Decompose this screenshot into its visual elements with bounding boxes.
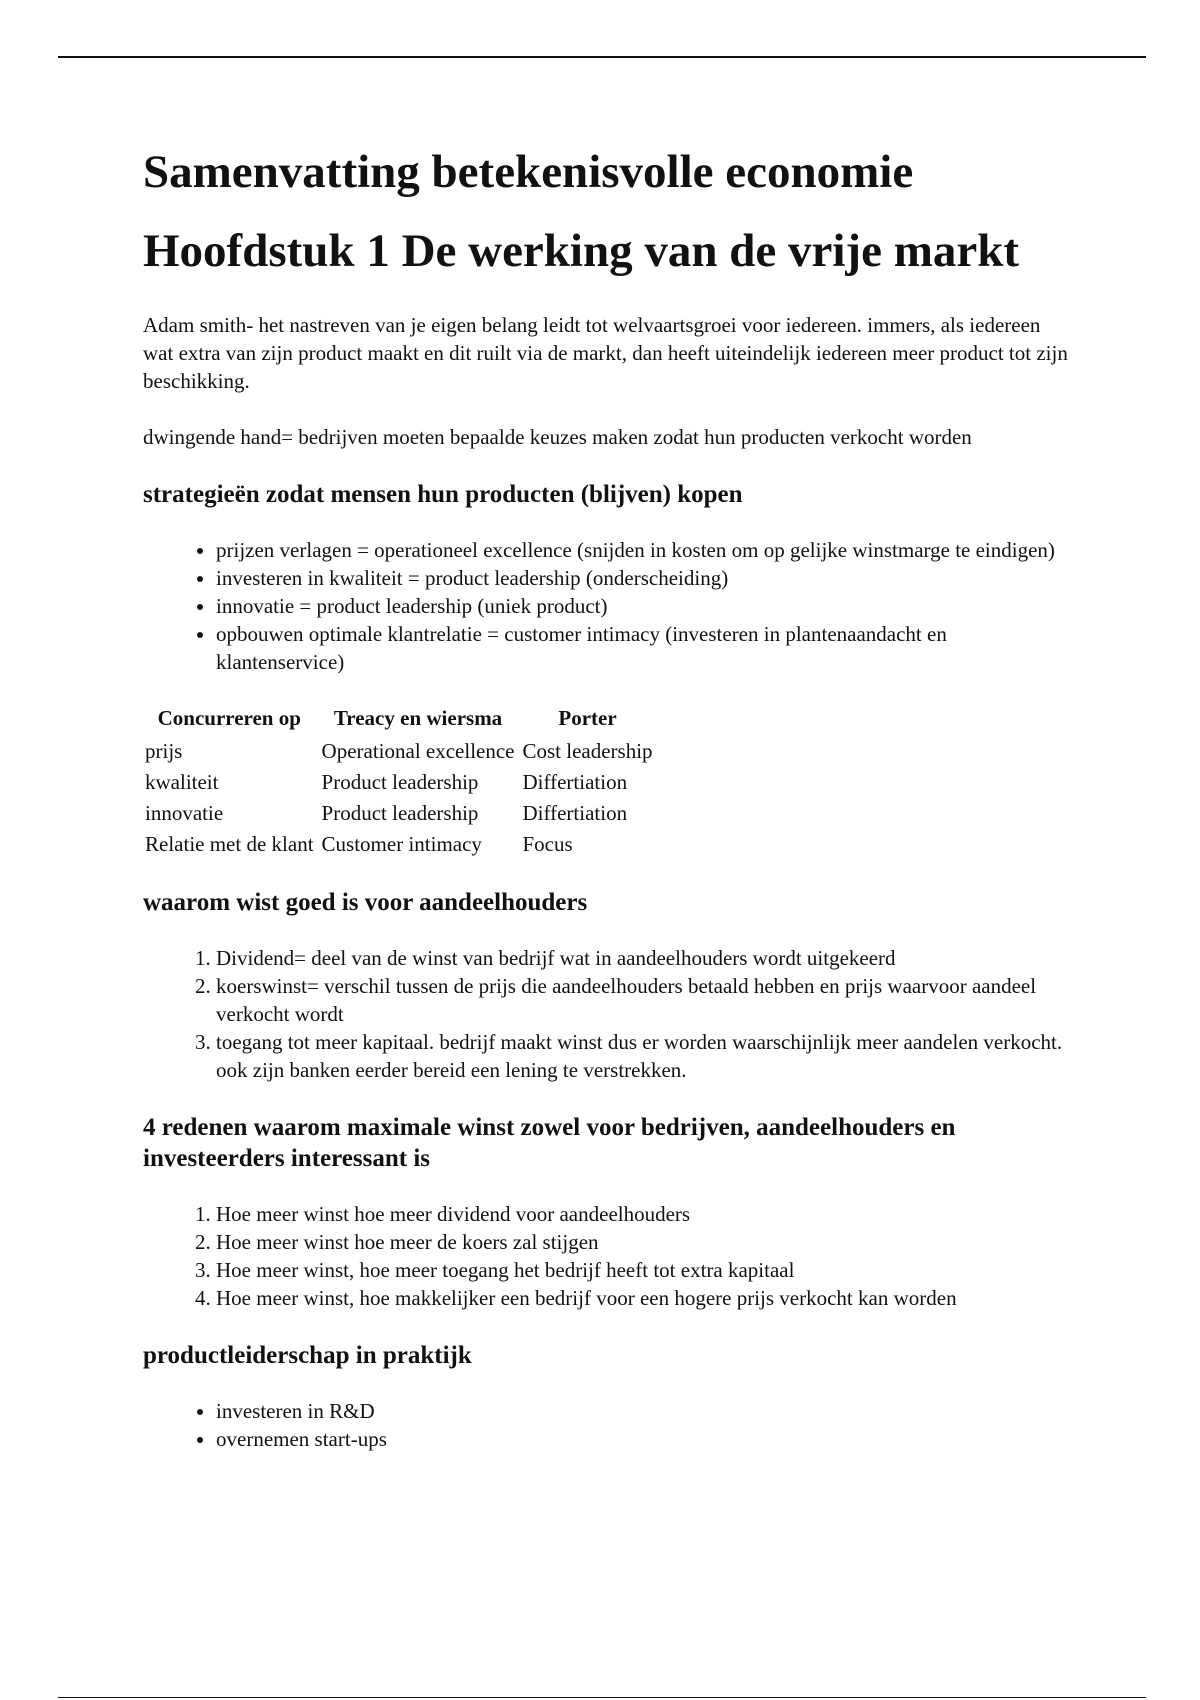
table-cell: kwaliteit	[145, 770, 219, 794]
list-item: • investeren in R&D	[216, 1397, 1068, 1425]
table-header: Treacy en wiersma	[333, 706, 503, 730]
table-cell: Product leadership	[321, 770, 479, 794]
list-item: • innovatie = product leadership (uniek product)	[216, 592, 1068, 620]
section-heading-reasons: 4 redenen waarom maximale winst zowel voor bedrijven, aandeelhouders en investeerders interessant is	[143, 1114, 956, 1172]
table-cell: Operational excellence	[321, 739, 515, 763]
table-row	[141, 737, 657, 768]
list-item: • opbouwen optimale klantrelatie = customer intimacy (investeren in plantenaandacht en klantenservice)	[216, 620, 1068, 676]
list-item: • overnemen start-ups	[216, 1425, 1068, 1453]
bottom-rule	[58, 1697, 1146, 1698]
shareholders-list	[143, 944, 1068, 1084]
table-cell: innovatie	[145, 801, 224, 825]
chapter-heading: Hoofdstuk 1 De werking van de vrije markt	[143, 225, 1019, 277]
list-item: 2. Hoe meer winst hoe meer de koers zal stijgen	[216, 1228, 1068, 1256]
list-item: 3. toegang tot meer kapitaal. bedrijf maakt winst dus er worden waarschijnlijk meer aandelen verkocht. ook zijn banken eerder bereid een lening te verstrekken.	[216, 1028, 1068, 1084]
section-heading-product-leadership: productleiderschap in praktijk	[143, 1342, 472, 1369]
table-cell: Cost leadership	[522, 739, 653, 763]
list-item: 2. koerswinst= verschil tussen de prijs die aandeelhouders betaald hebben en prijs waarvoor aandeel verkocht wordt	[216, 972, 1068, 1028]
section-heading-shareholders: waarom wist goed is voor aandeelhouders	[143, 889, 588, 916]
list-item: 3. Hoe meer winst, hoe meer toegang het bedrijf heeft tot extra kapitaal	[216, 1256, 1068, 1284]
table-cell: Differtiation	[522, 770, 628, 794]
list-item: • prijzen verlagen = operationeel excellence (snijden in kosten om op gelijke winstmarge te eindigen)	[216, 536, 1068, 564]
list-item: • investeren in kwaliteit = product leadership (onderscheiding)	[216, 564, 1068, 592]
top-rule	[58, 56, 1146, 58]
table-cell: prijs	[145, 739, 183, 763]
intro-paragraph: dwingende hand= bedrijven moeten bepaalde keuzes maken zodat hun producten verkocht worden	[143, 425, 972, 449]
reasons-list	[143, 1200, 1068, 1312]
table-cell: Differtiation	[522, 801, 628, 825]
strategies-list	[143, 536, 1068, 676]
table-row	[141, 799, 657, 830]
table-cell: Relatie met de klant	[145, 832, 314, 856]
list-item: 1. Dividend= deel van de winst van bedrijf wat in aandeelhouders wordt uitgekeerd	[216, 944, 1068, 972]
table-cell: Product leadership	[321, 801, 479, 825]
document-body	[143, 140, 1068, 1481]
list-item: 1. Hoe meer winst hoe meer dividend voor aandeelhouders	[216, 1200, 1068, 1228]
list-item: 4. Hoe meer winst, hoe makkelijker een bedrijf voor een hogere prijs verkocht kan worden	[216, 1284, 1068, 1312]
table-header: Concurreren op	[157, 706, 301, 730]
document-title: Samenvatting betekenisvolle economie	[143, 146, 914, 198]
product-leadership-list	[143, 1397, 1068, 1453]
table-row	[141, 830, 657, 861]
table-header: Porter	[558, 706, 617, 730]
section-heading-strategies: strategieën zodat mensen hun producten (blijven) kopen	[143, 481, 743, 508]
strategy-table	[141, 704, 657, 861]
table-cell: Customer intimacy	[321, 832, 482, 856]
table-row	[141, 768, 657, 799]
table-cell: Focus	[522, 832, 573, 856]
table-header-row	[141, 704, 657, 737]
intro-paragraph: Adam smith- het nastreven van je eigen belang leidt tot welvaartsgroei voor iedereen. immers, als iedereen wat extra van zijn product maakt en dit ruilt via de markt, dan heeft uiteindelijk iedereen meer product tot zijn beschikking.	[143, 313, 1068, 393]
